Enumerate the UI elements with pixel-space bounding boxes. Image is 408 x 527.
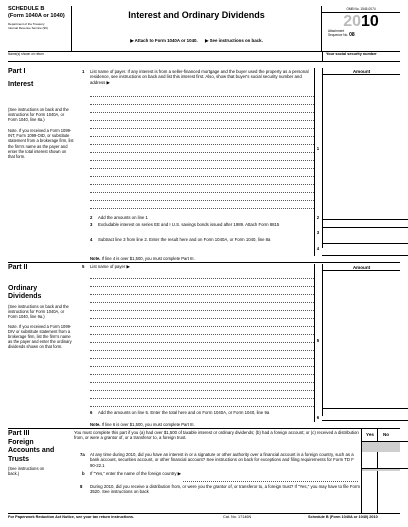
payer-line[interactable]: [90, 144, 314, 145]
line-8-number: 8: [80, 484, 83, 489]
line-2-label: Add the amounts on line 1: [98, 215, 148, 220]
line-8-text: [80, 484, 360, 495]
line-7b-label: If "Yes," enter the name of the foreign country ▶: [90, 471, 181, 476]
part-2-side: [8, 264, 74, 349]
line-3-number: 3: [90, 222, 93, 227]
payer-line[interactable]: [90, 160, 314, 161]
part-3-title: Foreign Accounts and Trusts: [8, 438, 55, 463]
line-7a-text: [80, 452, 360, 468]
line-6-text: [90, 410, 312, 415]
payer-line[interactable]: [90, 176, 314, 177]
rule: [322, 408, 408, 409]
payer-line[interactable]: [90, 342, 314, 343]
part-2-title: Ordinary Dividends: [8, 284, 42, 300]
part-3-intro: You must complete this part if you (a) had over $1,500 of taxable interest or ordinary dividends; (b) had a foreign account; or (c) received a distribution from, or were a grantor of, or a transferor to, a foreign trust.: [74, 430, 359, 441]
schedule-b-form: [8, 6, 400, 521]
line-4-number: 4: [90, 237, 93, 242]
part-3-side-instructions: (See instructions on back.): [8, 466, 45, 477]
omb-number: OMB No. 1545-0074: [322, 6, 400, 13]
line-5-number: 5: [82, 264, 85, 269]
part-2-label: Part II: [8, 264, 28, 271]
part-2-dividends: [8, 264, 400, 424]
rule: [314, 264, 315, 422]
name-field[interactable]: Name(s) shown on return: [8, 52, 44, 56]
payer-line[interactable]: [90, 390, 314, 391]
yes-header: Yes: [366, 432, 374, 437]
line-3-box-number: 3: [316, 230, 320, 235]
part-1-note: [90, 256, 195, 261]
part-1-label: Part I: [8, 68, 26, 75]
part-1-amount-column: [322, 68, 400, 248]
form-title-block: [72, 6, 322, 52]
line-8-label: During 2010, did you receive a distribution from, or were you the grantor of, or transferor to, a foreign trust? If "Yes," you may have to file Form 3520. See instructions on back: [90, 484, 360, 495]
line-3-label: Excludable interest on series EE and I U.S. savings bonds issued after 1989. Attach Form 8815: [98, 222, 280, 227]
rule: [322, 420, 408, 421]
line-2-number: 2: [90, 215, 93, 220]
payer-line[interactable]: [90, 334, 314, 335]
form-footer: [8, 513, 400, 521]
part-1-title: Interest: [8, 80, 34, 88]
schedule-label: SCHEDULE B: [8, 6, 45, 12]
line-3-text: [90, 222, 312, 227]
payer-line[interactable]: [90, 184, 314, 185]
payer-line[interactable]: [90, 294, 314, 295]
line-1-box-number: 1: [316, 146, 320, 151]
payer-line[interactable]: [90, 286, 314, 287]
rule: [314, 68, 315, 256]
part-2-amount-column: [322, 264, 400, 416]
shaded-cell: [362, 442, 400, 452]
rule: [322, 227, 408, 228]
payer-line[interactable]: [90, 200, 314, 201]
line-1-label: List name of payer. If any interest is from a seller-financed mortgage and the buyer used the property as a personal residence, see instructions on back and list this interest first. Also, show that buyer's social security number and address ▶: [90, 69, 309, 85]
part-1-side: [8, 68, 74, 159]
part-2-amount-header: Amount: [323, 264, 400, 271]
form-id-block: [8, 6, 72, 52]
department-line-2: Internal Revenue Service (99): [8, 25, 48, 30]
part-divider: [8, 428, 400, 429]
payer-line[interactable]: [90, 398, 314, 399]
line-6-number: 6: [90, 410, 93, 415]
payer-line[interactable]: [90, 302, 314, 303]
shaded-cell: [362, 469, 400, 471]
line-5-box-number: 5: [316, 338, 320, 343]
attach-text: ▶ Attach to Form 1040A or 1040.: [130, 38, 198, 43]
year-block: [322, 6, 400, 52]
see-instructions-text: ▶ See instructions on back.: [205, 38, 263, 43]
sequence-text: Sequence No.: [328, 32, 349, 37]
part-2-side-note: Note. If you received a Form 1099-DIV or substitute statement from a brokerage firm, list the firm's name as the payer and enter the ordinary dividends shown on that form.: [8, 323, 72, 350]
form-reference: (Form 1040A or 1040): [8, 12, 65, 19]
payer-line[interactable]: [90, 152, 314, 153]
line-7b-number: b: [82, 471, 85, 476]
note-label: Note.: [90, 422, 101, 427]
payer-line[interactable]: [90, 358, 314, 359]
payer-line[interactable]: [90, 168, 314, 169]
payer-line[interactable]: [90, 350, 314, 351]
line-1-number: 1: [82, 69, 85, 74]
rule: [322, 243, 408, 244]
catalog-number: Cat. No. 17146N: [223, 515, 252, 519]
form-header: [8, 6, 400, 52]
payer-line[interactable]: [90, 96, 314, 97]
payer-line[interactable]: [90, 136, 314, 137]
attachment-label: Attachment: [328, 29, 345, 33]
part-2-note: [90, 422, 195, 427]
payer-line[interactable]: [90, 406, 314, 407]
year-prefix: 20: [343, 13, 361, 30]
footer-form-id: Schedule B (Form 1040A or 1040) 2010: [308, 515, 378, 519]
note-text: If line 4 is over $1,500, you must complete Part III.: [101, 256, 195, 261]
part-3-label: Part III: [8, 430, 30, 437]
line-6-box-number: 6: [316, 415, 320, 420]
part-2-side-instructions: (See instructions on back and the instructions for Form 1040A, or Form 1040, line 9a.): [8, 303, 69, 319]
payer-line[interactable]: [90, 310, 314, 311]
name-row: [8, 52, 400, 62]
line-2-box-number: 2: [316, 215, 320, 220]
line-7a-label: At any time during 2010, did you have an interest in or a signature or other authority over a financial account in a foreign country, such as a bank account, securities account, or other financial account? See instructions on back for exceptions and filing requirements for Form TD F 90-22.1: [90, 452, 354, 468]
part-3-side: [8, 430, 74, 476]
attach-instruction: [72, 38, 321, 44]
part-1-amount-header: Amount: [323, 68, 400, 75]
tax-year: [322, 14, 400, 30]
paperwork-notice: For Paperwork Reduction Act Notice, see your tax return instructions.: [8, 515, 135, 519]
note-text: If line 6 is over $1,500, you must complete Part III.: [101, 422, 195, 427]
part-1-side-note: Note. If you received a Form 1099-INT, Form 1099-OID, or substitute statement from a brokerage firm, list the firm's name as the payer and enter the total interest shown on that form.: [8, 128, 74, 159]
department-line-1: Department of the Treasury: [8, 22, 45, 26]
line-2-text: [90, 215, 312, 220]
payer-line[interactable]: [90, 120, 314, 121]
line-4-box-number: 4: [316, 246, 320, 251]
payer-line[interactable]: [90, 112, 314, 113]
payer-line[interactable]: [90, 382, 314, 383]
payer-line[interactable]: [90, 208, 314, 209]
no-header: No: [382, 432, 390, 437]
ssn-field[interactable]: Your social security number: [322, 52, 400, 62]
line-5-text: [82, 264, 314, 269]
line-5-label: List name of payer ▶: [90, 264, 130, 269]
line-7a-number: 7a: [80, 452, 85, 457]
payer-line[interactable]: [90, 104, 314, 105]
year-suffix: 10: [361, 13, 379, 30]
form-title: Interest and Ordinary Dividends: [128, 10, 265, 20]
sequence-number: 08: [349, 31, 355, 38]
payer-line[interactable]: [90, 366, 314, 367]
note-label: Note.: [90, 256, 101, 261]
line-6-label: Add the amounts on line 5. Enter the total here and on Form 1040A, or Form 1040, line 9a: [98, 410, 270, 415]
line-4-text: [90, 237, 312, 242]
line-1-text: [82, 69, 314, 85]
rule: [322, 255, 408, 256]
department-label: [8, 23, 71, 30]
payer-line[interactable]: [90, 318, 314, 319]
payer-line[interactable]: [90, 326, 314, 327]
payer-line[interactable]: [90, 374, 314, 375]
payer-line[interactable]: [90, 128, 314, 129]
payer-line[interactable]: [90, 192, 314, 193]
line-4-label: Subtract line 3 from line 2. Enter the result here and on Form 1040A, or Form 1040, line 8a: [98, 237, 271, 242]
part-divider: [8, 262, 400, 263]
line-7b-text: [82, 471, 360, 476]
part-1-side-instructions: (See instructions on back and the instructions for Form 1040A, or Form 1040, line 8a.): [8, 107, 69, 123]
foreign-country-input[interactable]: [183, 481, 358, 482]
rule: [322, 219, 408, 220]
payer-line[interactable]: [90, 278, 314, 279]
